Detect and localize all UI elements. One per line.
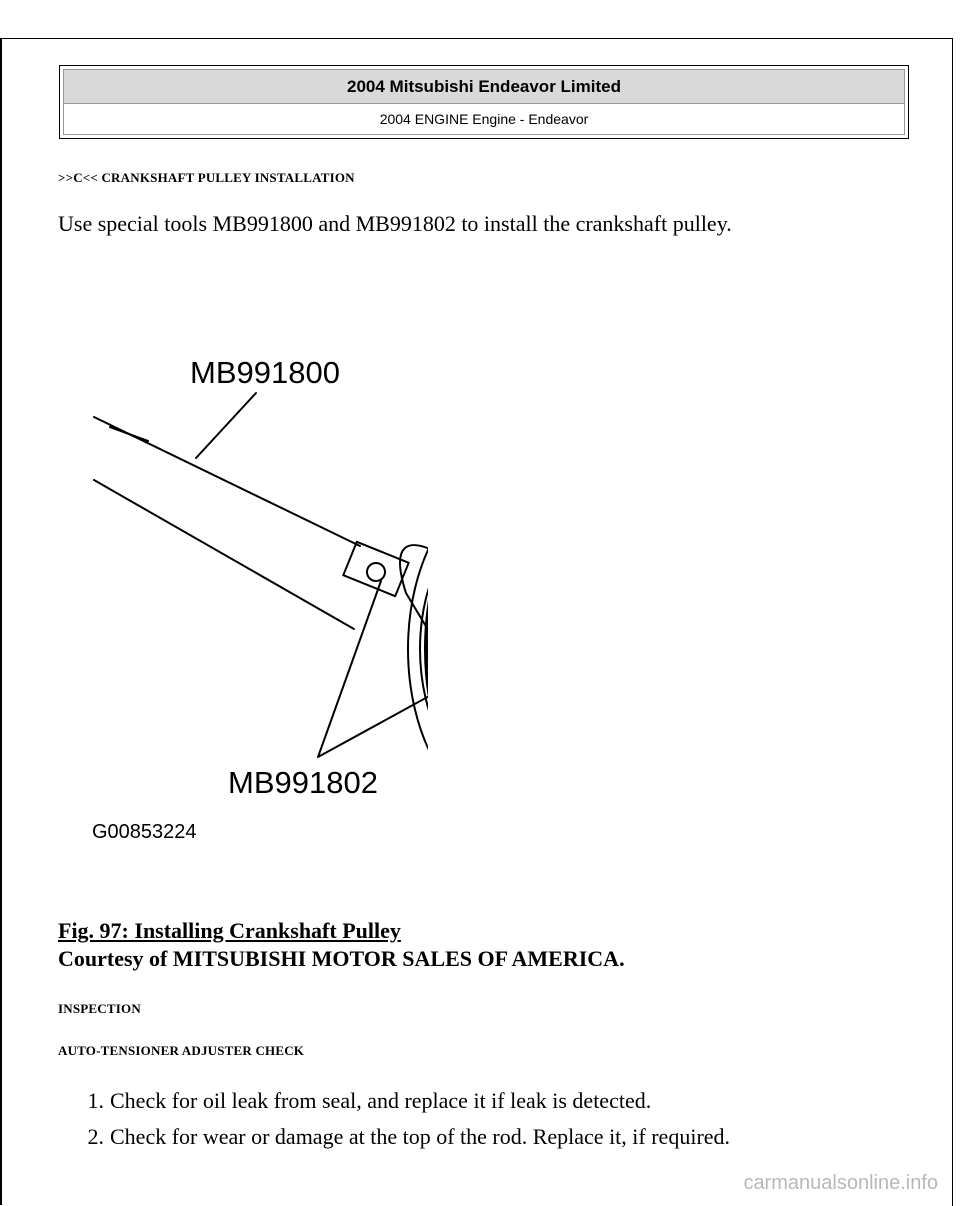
header-inner-frame <box>63 69 905 135</box>
list-item <box>58 1119 730 1155</box>
step-number: 2. <box>87 1124 104 1149</box>
label-mb991802: MB991802 <box>228 765 378 800</box>
section-body: Use special tools MB991800 and MB991802 to install the crankshaft pulley. <box>58 211 732 236</box>
section-heading: >>C<< CRANKSHAFT PULLEY INSTALLATION <box>58 170 355 185</box>
tool-mb991800-arm <box>94 417 360 629</box>
header-title-band <box>64 70 904 104</box>
document-header <box>59 65 909 139</box>
watermark: carmanualsonline.info <box>743 1172 938 1194</box>
step-text: Check for oil leak from seal, and replace it if leak is detected. <box>110 1088 652 1113</box>
figure-code: G00853224 <box>92 821 197 843</box>
figure-courtesy: Courtesy of MITSUBISHI MOTOR SALES OF AMERICA. <box>58 946 625 971</box>
figure-caption-link[interactable]: Fig. 97: Installing Crankshaft Pulley <box>58 918 401 943</box>
label-mb991800: MB991800 <box>190 355 340 390</box>
header-subtitle-band <box>64 104 904 134</box>
inspection-subheading: AUTO-TENSIONER ADJUSTER CHECK <box>58 1043 305 1058</box>
list-item <box>58 1083 730 1119</box>
step-text: Check for wear or damage at the top of the rod. Replace it, if required. <box>110 1124 731 1149</box>
leader-tool1 <box>196 393 256 458</box>
header-subtitle: 2004 ENGINE Engine - Endeavor <box>379 111 589 127</box>
left-rule <box>0 38 2 1205</box>
pin-left <box>367 563 385 581</box>
crankshaft-pulley-figure <box>78 323 428 853</box>
inspection-heading: INSPECTION <box>58 1001 141 1016</box>
inspection-steps <box>58 1083 730 1155</box>
step-number: 1. <box>87 1088 104 1113</box>
header-title: 2004 Mitsubishi Endeavor Limited <box>347 76 621 96</box>
